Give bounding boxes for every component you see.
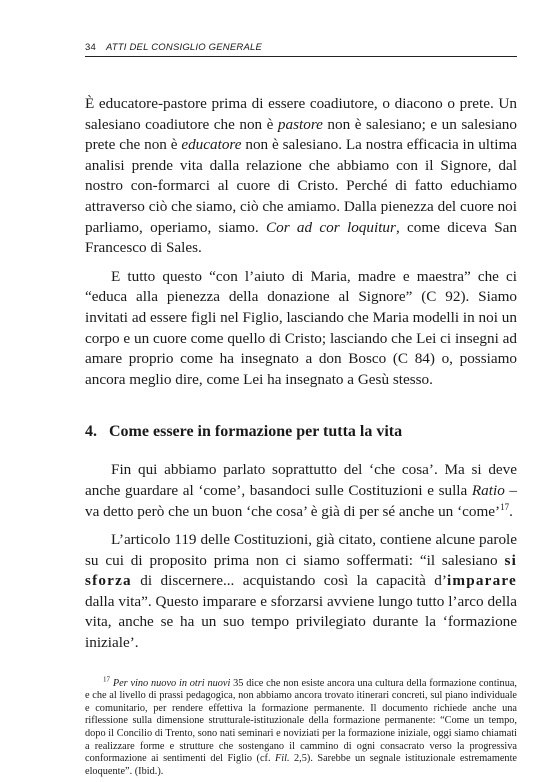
body-text — [85, 94, 517, 654]
p3-emphasis-ratio: Ratio — [471, 481, 505, 499]
footnote-reference[interactable]: 17 — [500, 501, 510, 512]
p1-text-4: , come diceva San Francesco di Sales. — [85, 218, 517, 257]
footnote — [85, 675, 517, 779]
footnote-citation: Fil. — [274, 753, 290, 765]
section-heading — [85, 422, 517, 442]
p4-text-1: L’articolo 119 delle Costituzioni, già citato, contiene alcune parole su cui di proposito prima non ci siamo soffermati: “il salesiano — [85, 531, 517, 569]
footnote-source-title: Per vino nuovo in otri nuovi — [112, 677, 231, 689]
paragraph-4 — [85, 530, 517, 654]
p1-text-2: non è salesiano; e un salesiano prete che non è — [85, 115, 517, 154]
section-number: 4. — [85, 423, 97, 441]
p4-text-3: dalla vita”. Questo imparare e sforzarsi avviene lungo tutto l’arco della vita, anche se ha un suo tempo privilegiato durante la ‘formazione iniziale’. — [85, 592, 517, 652]
footnote-17 — [85, 675, 517, 779]
p1-latin-quote: Cor ad cor loquitur — [265, 218, 396, 236]
p4-text-2: di discernere... acquistando così la capacità d’ — [131, 572, 447, 590]
paragraph-1 — [85, 94, 517, 259]
p3-text-1: Fin qui abbiamo parlato soprattutto del ‘che cosa’. Ma si deve anche guardare al ‘come’, basandoci sulle Costituzioni e sulla — [85, 461, 517, 499]
p1-text-3: non è salesiano. La nostra efficacia in ultima analisi prende vita dalla relazione che abbiamo con il Signore, dal nostro con-formarci al cuore di Cristo. Perché di fatto educhiamo attraverso ciò che siamo, ciò che amiamo. Dalla pienezza del cuore noi parliamo, operiamo, siamo. — [85, 136, 518, 236]
p4-bold-si-sforza: si sforza — [85, 551, 517, 590]
running-title: ATTI DEL CONSIGLIO GENERALE — [105, 42, 263, 53]
p1-emphasis-educatore: educatore — [181, 136, 242, 154]
page-number: 34 — [85, 42, 96, 53]
section-title: Come essere in formazione per tutta la vita — [109, 423, 403, 441]
p1-text-1: È educatore-pastore prima di essere coadiutore, o diacono o prete. Un salesiano coadiutore che non è — [85, 95, 517, 133]
footnote-text-2: 2,5). Sarebbe un segnale istituzionale estremamente eloquente”. (Ibid.). — [85, 753, 517, 777]
footnote-text-1: 35 dice che non esiste ancora una cultura della formazione continua, e che al livello di prassi pedagogica, non abbiamo ancora trovato itinerari concreti, sul piano individuale e comunitario, per rendere effettiva la formazione permanente. Il documento richiede anche una riflessione sulla dimensione strutturale-istituzionale della formazione permanente: “Come un tempo, dopo il Concilio di Trento, sono nati seminari e noviziati per la formazione iniziale, oggi siamo chiamati a realizzare forme e strutture che sostengano il cammino di ogni consacrato verso la progressiva conformazione ai sentimenti del Figlio (cf. — [85, 677, 517, 765]
p1-emphasis-pastore: pastore — [277, 115, 323, 133]
document-page — [85, 42, 517, 778]
p4-bold-imparare: imparare — [446, 572, 517, 590]
paragraph-2: E tutto questo “con l’aiuto di Maria, madre e maestra” che ci “educa alla pienezza della donazione al Signore” (C 92). Siamo invitati ad essere figli nel Figlio, lasciando che Maria modelli in noi un corpo e un cuore come quello di Cristo; lasciando che Lei ci insegni ad amare proprio come ha insegnato a don Bosco (C 84) o, possiamo ancora meglio dire, come Lei ha insegnato a Gesù stesso. — [85, 267, 517, 388]
running-head — [85, 42, 517, 57]
paragraph-3 — [85, 460, 517, 522]
p3-text-2: – va detto però che un buon ‘che cosa’ è già di per sé anche un ‘come’ — [85, 481, 518, 520]
p3-text-3: . — [509, 502, 513, 520]
footnote-mark: 17 — [103, 675, 110, 684]
